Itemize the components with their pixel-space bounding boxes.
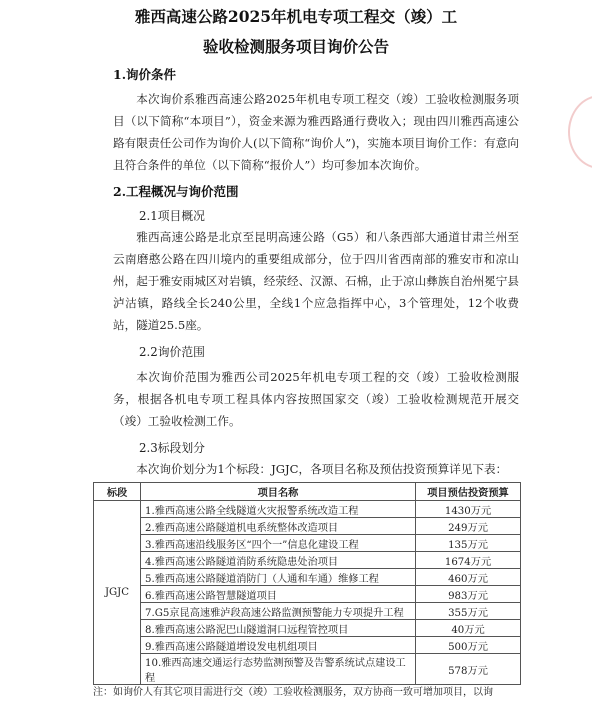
table-row <box>94 552 521 569</box>
bid-section-table <box>93 482 521 685</box>
header-budget: 项目预估投资预算 <box>416 483 521 501</box>
table-row <box>94 535 521 552</box>
project-name-cell: 4.雅西高速公路隧道消防系统隐患处治项目 <box>141 552 416 569</box>
section21-heading: 2.1项目概况 <box>139 209 205 223</box>
budget-cell: 249万元 <box>416 518 521 535</box>
section-code-cell: JGJC <box>94 501 141 685</box>
table-row <box>94 501 521 518</box>
section22-heading: 2.2询价范围 <box>139 345 205 359</box>
red-seal-stamp <box>568 95 592 169</box>
footnote: 注：如询价人有其它项目需进行交（竣）工验收检测服务，双方协商一致可增加项目，以询 <box>93 687 493 698</box>
table-row <box>94 620 521 637</box>
budget-cell: 40万元 <box>416 620 521 637</box>
document-title-line2: 验收检测服务项目询价公告 <box>202 37 389 56</box>
section1-heading: 1.询价条件 <box>113 67 177 82</box>
budget-cell: 983万元 <box>416 586 521 603</box>
table-row <box>94 654 521 685</box>
table-row <box>94 603 521 620</box>
budget-cell: 1674万元 <box>416 552 521 569</box>
header-section: 标段 <box>94 483 141 501</box>
table-row <box>94 586 521 603</box>
project-name-cell: 1.雅西高速公路全线隧道火灾报警系统改造工程 <box>141 501 416 518</box>
section2-heading: 2.工程概况与询价范围 <box>113 184 239 199</box>
project-name-cell: 6.雅西高速公路智慧隧道项目 <box>141 586 416 603</box>
budget-cell: 1430万元 <box>416 501 521 518</box>
project-name-cell: 9.雅西高速公路隧道增设发电机组项目 <box>141 637 416 654</box>
project-name-cell: 5.雅西高速公路隧道消防门（人通和车通）维修工程 <box>141 569 416 586</box>
table-row <box>94 637 521 654</box>
section1-paragraph: 本次询价系雅西高速公路2025年机电专项工程交（竣）工验收检测服务项目（以下简称“本项目”），资金来源为雅西路通行费收入；现由四川雅西高速公路有限责任公司作为询价人(以下简称“询价人”)，实施本项目询价工作：有意向且符合条件的单位（以下简称“报价人”）均可参加本次询价。 <box>113 92 519 172</box>
budget-cell: 355万元 <box>416 603 521 620</box>
project-name-cell: 8.雅西高速公路泥巴山隧道洞口远程管控项目 <box>141 620 416 637</box>
section21-paragraph: 雅西高速公路是北京至昆明高速公路（G5）和八条西部大通道甘肃兰州至云南磨憨公路在四川境内的重要组成部分，位于四川省西南部的雅安市和凉山州，起于雅安雨城区对岩镇，经荥经、汉源、石棉，止于凉山彝族自治州冕宁县泸沽镇，路线全长240公里，全线1个应急指挥中心，3个管理处，12个收费站，隧道25.5座。 <box>113 230 519 332</box>
document-title-line1: 雅西高速公路2025年机电专项工程交（竣）工 <box>134 7 458 26</box>
section23-heading: 2.3标段划分 <box>139 441 205 455</box>
table-header-row <box>94 483 521 501</box>
project-name-cell: 2.雅西高速公路隧道机电系统整体改造项目 <box>141 518 416 535</box>
budget-cell: 460万元 <box>416 569 521 586</box>
budget-cell: 578万元 <box>416 654 521 685</box>
header-project-name: 项目名称 <box>141 483 416 501</box>
section23-paragraph: 本次询价划分为1个标段：JGJC，各项目名称及预估投资预算详见下表： <box>136 462 508 476</box>
table-row <box>94 569 521 586</box>
budget-cell: 500万元 <box>416 637 521 654</box>
project-name-cell: 3.雅西高速沿线服务区“四个一”信息化建设工程 <box>141 535 416 552</box>
project-name-cell: 10.雅西高速交通运行态势监测预警及告警系统试点建设工程 <box>141 654 416 685</box>
section22-paragraph: 本次询价范围为雅西公司2025年机电专项工程的交（竣）工验收检测服务，根据各机电专项工程具体内容按照国家交（竣）工验收检测规范开展交（竣）工验收检测工作。 <box>113 370 519 428</box>
budget-cell: 135万元 <box>416 535 521 552</box>
table-row <box>94 518 521 535</box>
project-name-cell: 7.G5京昆高速雅泸段高速公路监测预警能力专项提升工程 <box>141 603 416 620</box>
